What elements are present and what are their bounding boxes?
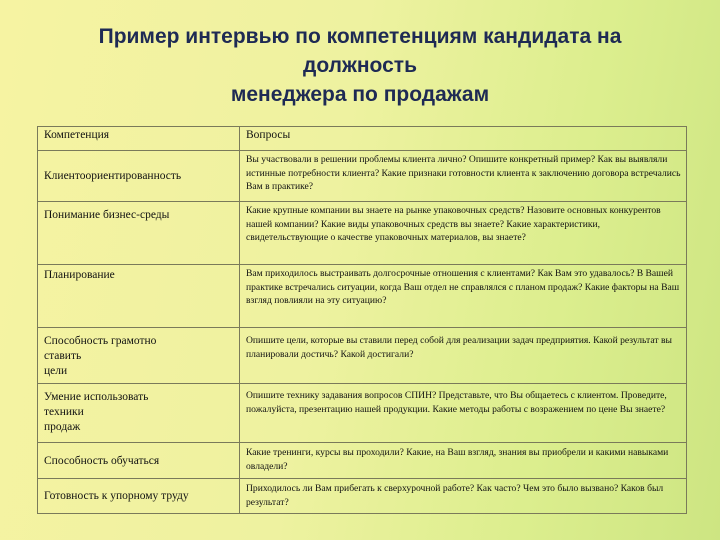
table-row [38,443,687,479]
table-row [38,265,687,328]
table-row [38,151,687,202]
questions-cell: Вам приходилось выстраивать долгосрочные отношения с клиентами? Как Вам это удавалось? В Вашей практике встречались ситуации, когда Ваш отдел не справлялся с планом продаж? Какие факторы на Ваш взгляд повлияли на эту ситуацию? [240,265,687,328]
questions-cell: Опишите технику задавания вопросов СПИН? Представьте, что Вы общаетесь с клиентом. Проведите, пожалуйста, презентацию нашей продукции. Какие методы работы с возражением по цене Вы знаете? [240,384,687,443]
table-row [38,202,687,265]
page-title [0,22,720,109]
competency-cell: Способность обучаться [38,443,240,479]
header-questions: Вопросы [240,127,687,151]
questions-cell: Какие крупные компании вы знаете на рынке упаковочных средств? Назовите основных конкурентов нашей компании? Какие виды упаковочных средств вы знаете? Какие характеристики, свидетельствующие о качестве упаковочных материалов, вы знаете? [240,202,687,265]
header-competency: Компетенция [38,127,240,151]
table-row [38,384,687,443]
questions-cell: Опишите цели, которые вы ставили перед собой для реализации задач предприятия. Какой результат вы планировали достичь? Какой достигали? [240,328,687,384]
competency-cell: Способность грамотно ставить цели [38,328,240,384]
questions-cell: Какие тренинги, курсы вы проходили? Какие, на Ваш взгляд, знания вы приобрели и какими навыками овладели? [240,443,687,479]
questions-cell: Приходилось ли Вам прибегать к сверхурочной работе? Как часто? Чем это было вызвано? Каков был результат? [240,479,687,514]
table-header-row [38,127,687,151]
table-row [38,328,687,384]
table-row [38,479,687,514]
competency-table [37,126,687,514]
questions-cell: Вы участвовали в решении проблемы клиента лично? Опишите конкретный пример? Как вы выявляли истинные потребности клиента? Какие признаки готовности клиента к заключению договора встречались Вам в практике? [240,151,687,202]
competency-cell: Клиентоориентированность [38,151,240,202]
competency-cell: Понимание бизнес-среды [38,202,240,265]
title-line-3: менеджера по продажам [230,83,490,106]
competency-cell: Умение использовать техники продаж [38,384,240,443]
competency-cell: Готовность к упорному труду [38,479,240,514]
competency-cell: Планирование [38,265,240,328]
title-line-1: Пример интервью по компетенциям кандидата на [98,25,622,48]
title-line-2: должность [303,54,417,77]
